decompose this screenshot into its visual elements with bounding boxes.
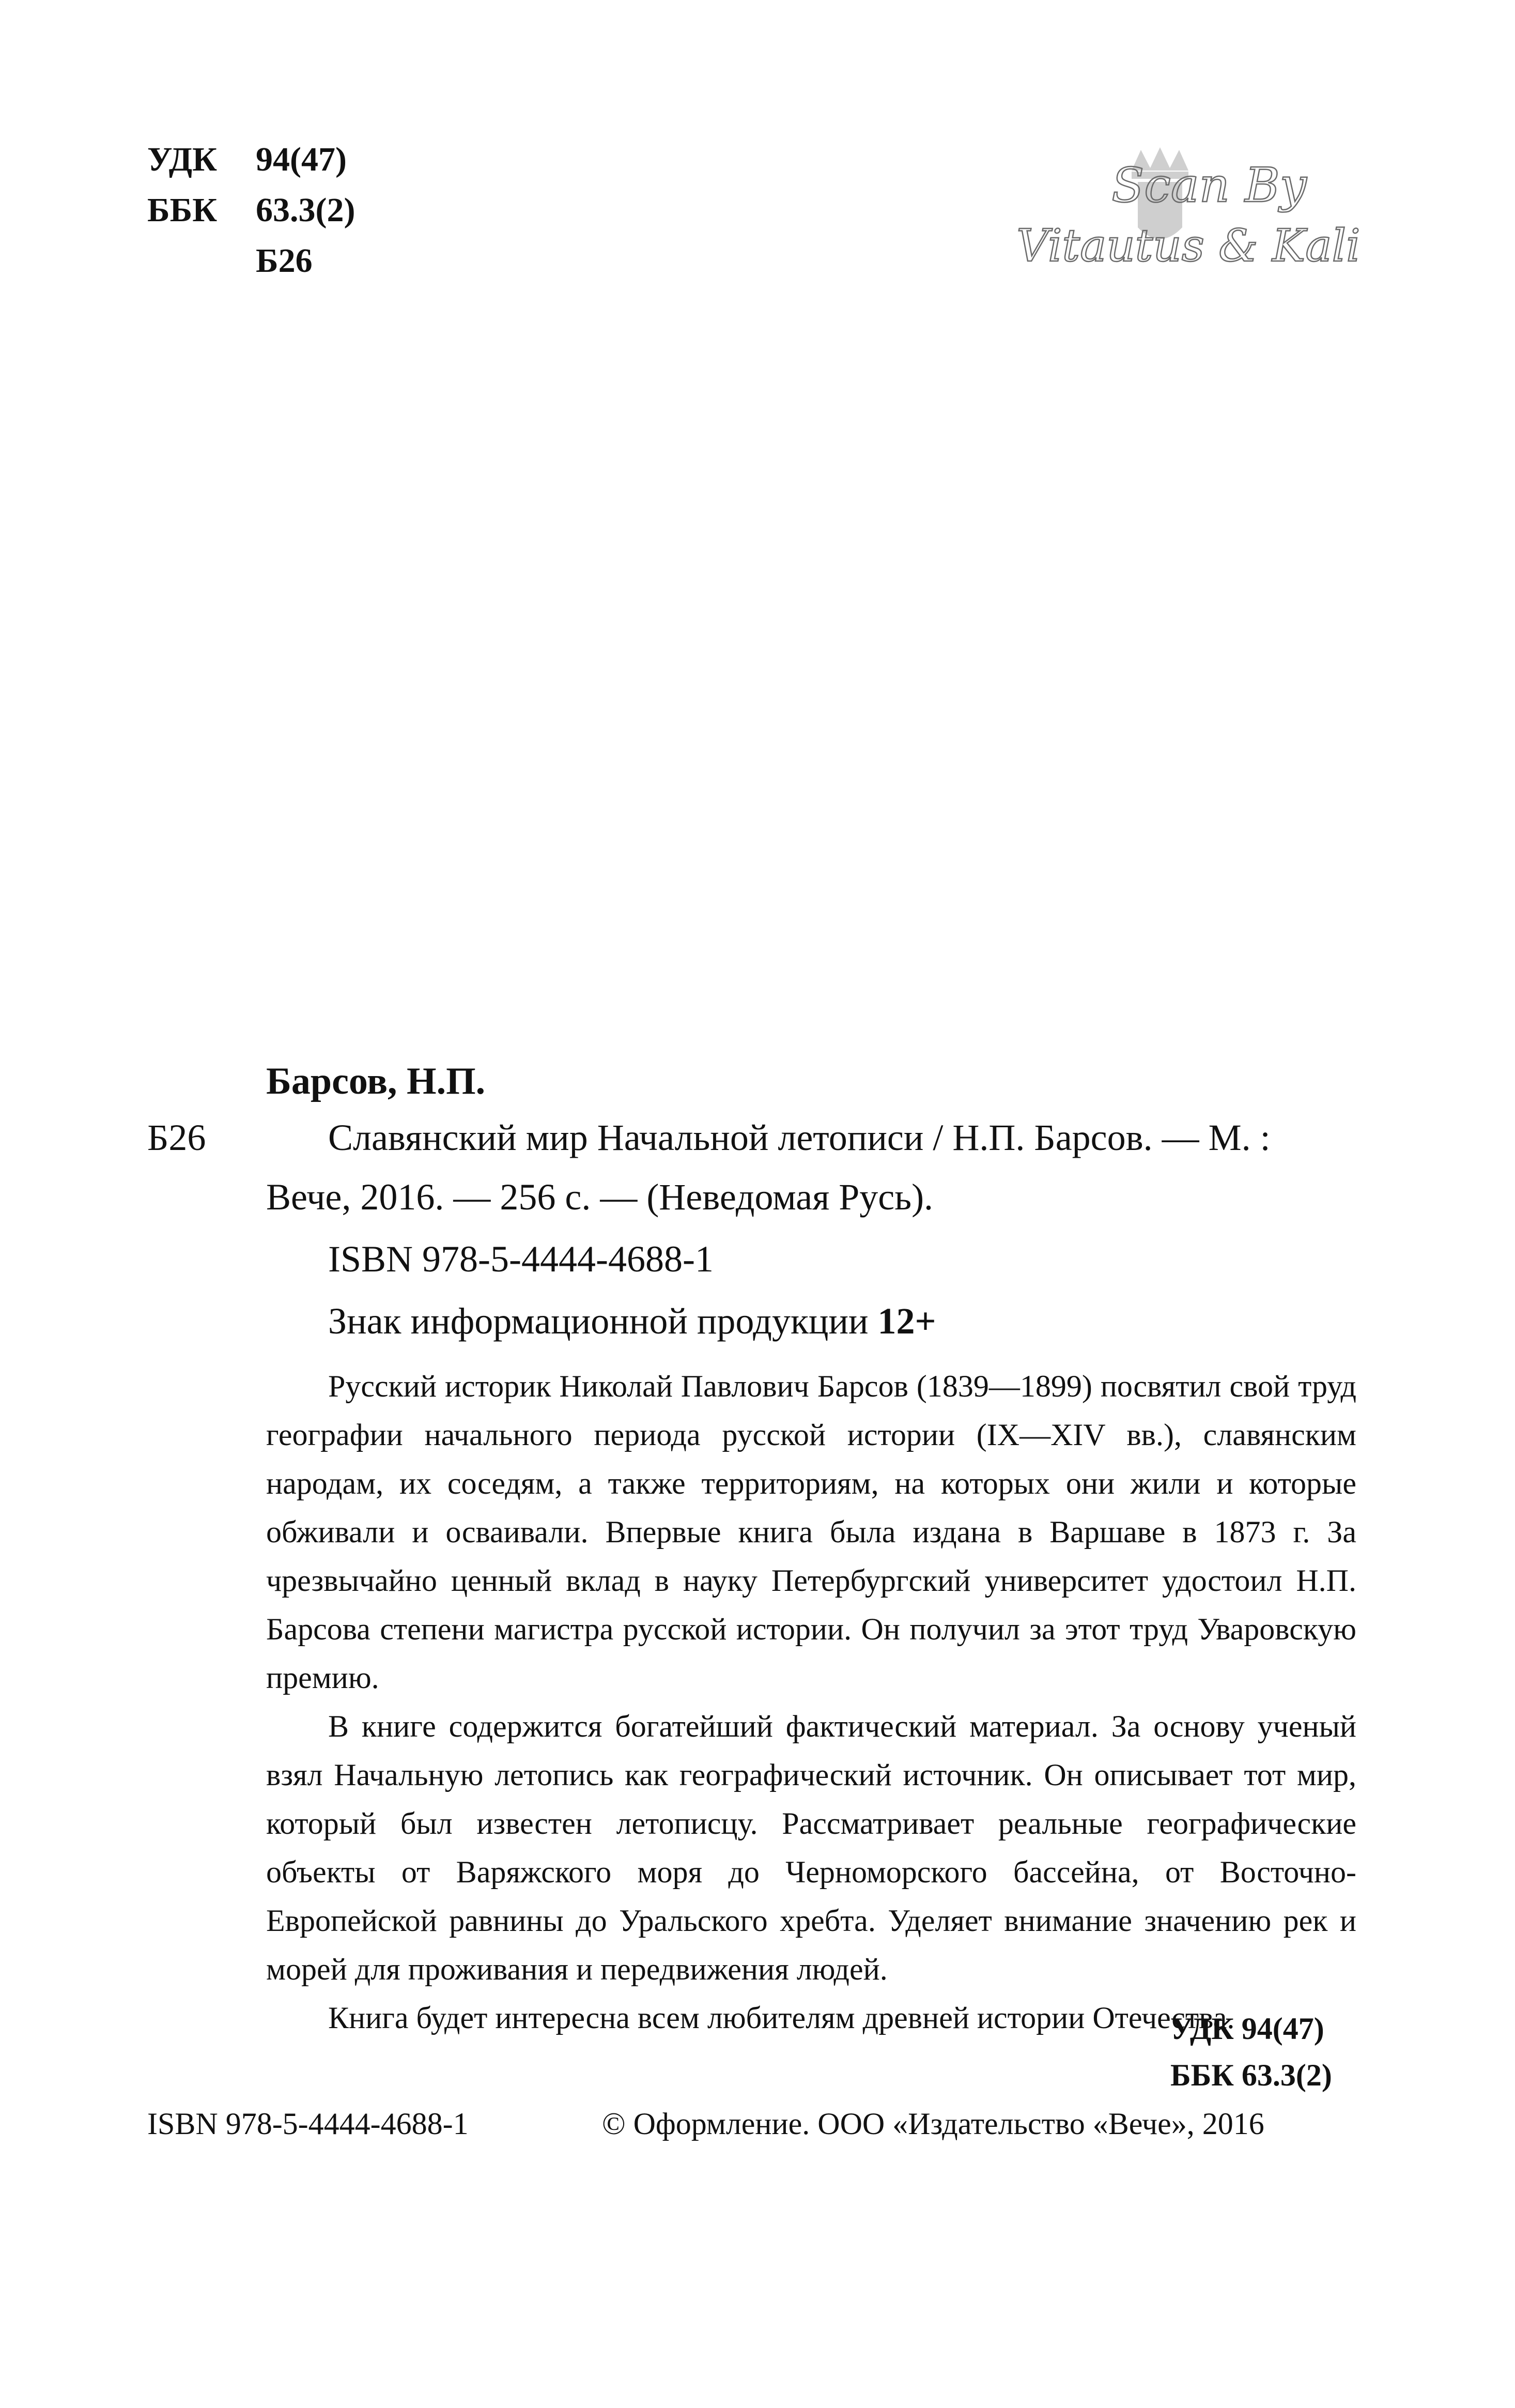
watermark-logo	[1002, 140, 1374, 295]
footer-copyright: © Оформление. ООО «Издательство «Вече», 2016	[602, 2107, 1264, 2141]
info-sign-text: Знак информационной продукции	[328, 1300, 869, 1342]
annotation-paragraph: Русский историк Николай Павлович Барсов (1839—1899) посвятил свой труд географии начального периода русской истории (IX—XIV вв.), славянским народам, их соседям, а также территориям, на которых они жили и которые обживали и осваивали. Впервые книга была издана в Варшаве в 1873 г. За чрезвычайно ценный вклад в науку Петербургский университет удостоил Н.П. Барсова степени магистра русской истории. Он получил за этот труд Уваровскую премию.	[266, 1369, 1356, 1695]
bibliographic-title-line2: Вече, 2016. — 256 с. — (Неведомая Русь).	[266, 1176, 934, 1218]
annotation-paragraph: В книге содержится богатейший фактический материал. За основу ученый взял Начальную летопись как географический источник. Он описывает тот мир, который был известен летописцу. Рассматривает реальные географические объекты от Варяжского моря до Черноморского бассейна, от Восточно-Европейской равнины до Уральского хребта. Уделяет внимание значению рек и морей для проживания и передвижения людей.	[266, 1709, 1356, 1986]
bbk-value: 63.3(2)	[256, 191, 355, 229]
classification-block	[147, 134, 355, 286]
author-code: Б26	[147, 1117, 206, 1158]
author-mark: Б26	[256, 242, 313, 280]
watermark-line1: Scan By	[1111, 158, 1307, 213]
footer-isbn: ISBN 978-5-4444-4688-1	[147, 2107, 469, 2141]
info-product-sign	[328, 1300, 936, 1343]
annotation-paragraph: Книга будет интересна всем любителям древней истории Отечества.	[328, 2001, 1235, 2035]
card-isbn: ISBN 978-5-4444-4688-1	[328, 1238, 714, 1280]
author-heading: Барсов, Н.П.	[266, 1060, 486, 1102]
watermark-line2: Vitautus & Kali	[1016, 220, 1361, 272]
udk-label: УДК	[147, 141, 218, 178]
scan-watermark	[1002, 140, 1374, 295]
annotation	[266, 1362, 1356, 2042]
bbk-row	[147, 185, 355, 236]
info-sign-age: 12+	[877, 1300, 936, 1342]
bbk-label: ББК	[147, 191, 218, 229]
udk-value: 94(47)	[256, 141, 347, 178]
bottom-classification	[1170, 2005, 1332, 2098]
bottom-udk: УДК 94(47)	[1170, 2012, 1324, 2046]
bibliographic-title-line1: Славянский мир Начальной летописи / Н.П. Барсов. — М. :	[328, 1117, 1271, 1158]
udk-row	[147, 134, 355, 185]
bottom-bbk: ББК 63.3(2)	[1170, 2058, 1332, 2092]
